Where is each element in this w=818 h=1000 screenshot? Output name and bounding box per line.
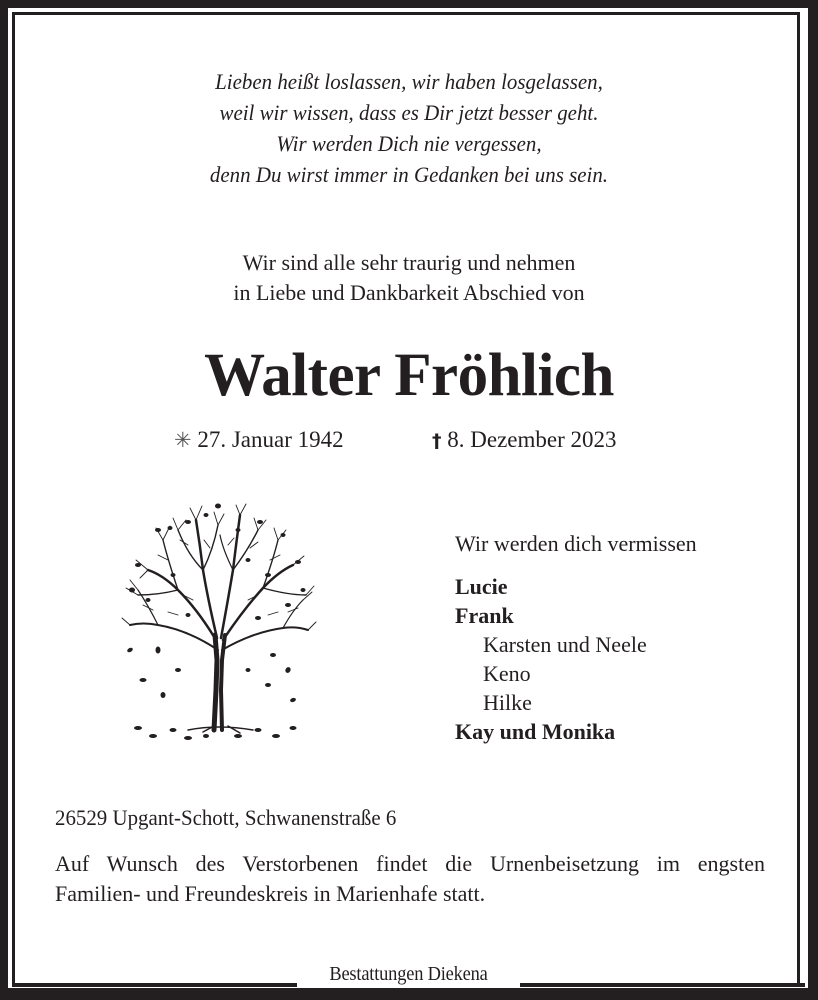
birth-date: 27. Januar 1942 (197, 427, 344, 452)
funeral-home-label: Bestattungen Diekena (329, 963, 488, 985)
quote-line: weil wir wissen, dass es Dir jetzt besser geht. (219, 100, 599, 125)
mourner-name: Hilke (483, 690, 532, 715)
mourner-name: Kay und Monika (455, 719, 616, 744)
mourner-name: Karsten und Neele (483, 632, 647, 657)
bottom-border-line-right (520, 983, 805, 987)
death-date-line (432, 425, 617, 456)
mourner-name: Frank (455, 603, 514, 628)
quote-line: Lieben heißt loslassen, wir haben losgelassen, (215, 69, 603, 94)
farewell-intro (0, 248, 818, 308)
birth-star-icon: ✳ (174, 428, 192, 452)
memorial-quote (29, 66, 790, 190)
tree-with-falling-leaves-icon (118, 500, 318, 740)
notice-line: Familien- und Freundeskreis in Marienhafe statt. (55, 881, 486, 906)
quote-line: denn Du wirst immer in Gedanken bei uns sein. (209, 162, 609, 187)
quote-line: Wir werden Dich nie vergessen, (276, 131, 542, 156)
mourner-address: 26529 Upgant-Schott, Schwanenstraße 6 (55, 805, 397, 830)
mourner-name: Lucie (455, 574, 508, 599)
mourner-name: Keno (483, 661, 531, 686)
bottom-border-line-left (12, 983, 297, 987)
intro-line: in Liebe und Dankbarkeit Abschied von (233, 280, 585, 305)
intro-line: Wir sind alle sehr traurig und nehmen (242, 250, 576, 275)
birth-date-line (174, 425, 344, 455)
burial-notice (55, 849, 765, 909)
family-mourners (455, 529, 697, 746)
death-cross-icon: † (432, 430, 442, 452)
death-date: 8. Dezember 2023 (447, 427, 617, 452)
notice-line: Auf Wunsch des Verstorbenen findet die Urnenbeisetzung im engsten (55, 851, 765, 876)
family-tagline: Wir werden dich vermissen (455, 531, 697, 556)
deceased-name: Walter Fröhlich (204, 342, 614, 409)
